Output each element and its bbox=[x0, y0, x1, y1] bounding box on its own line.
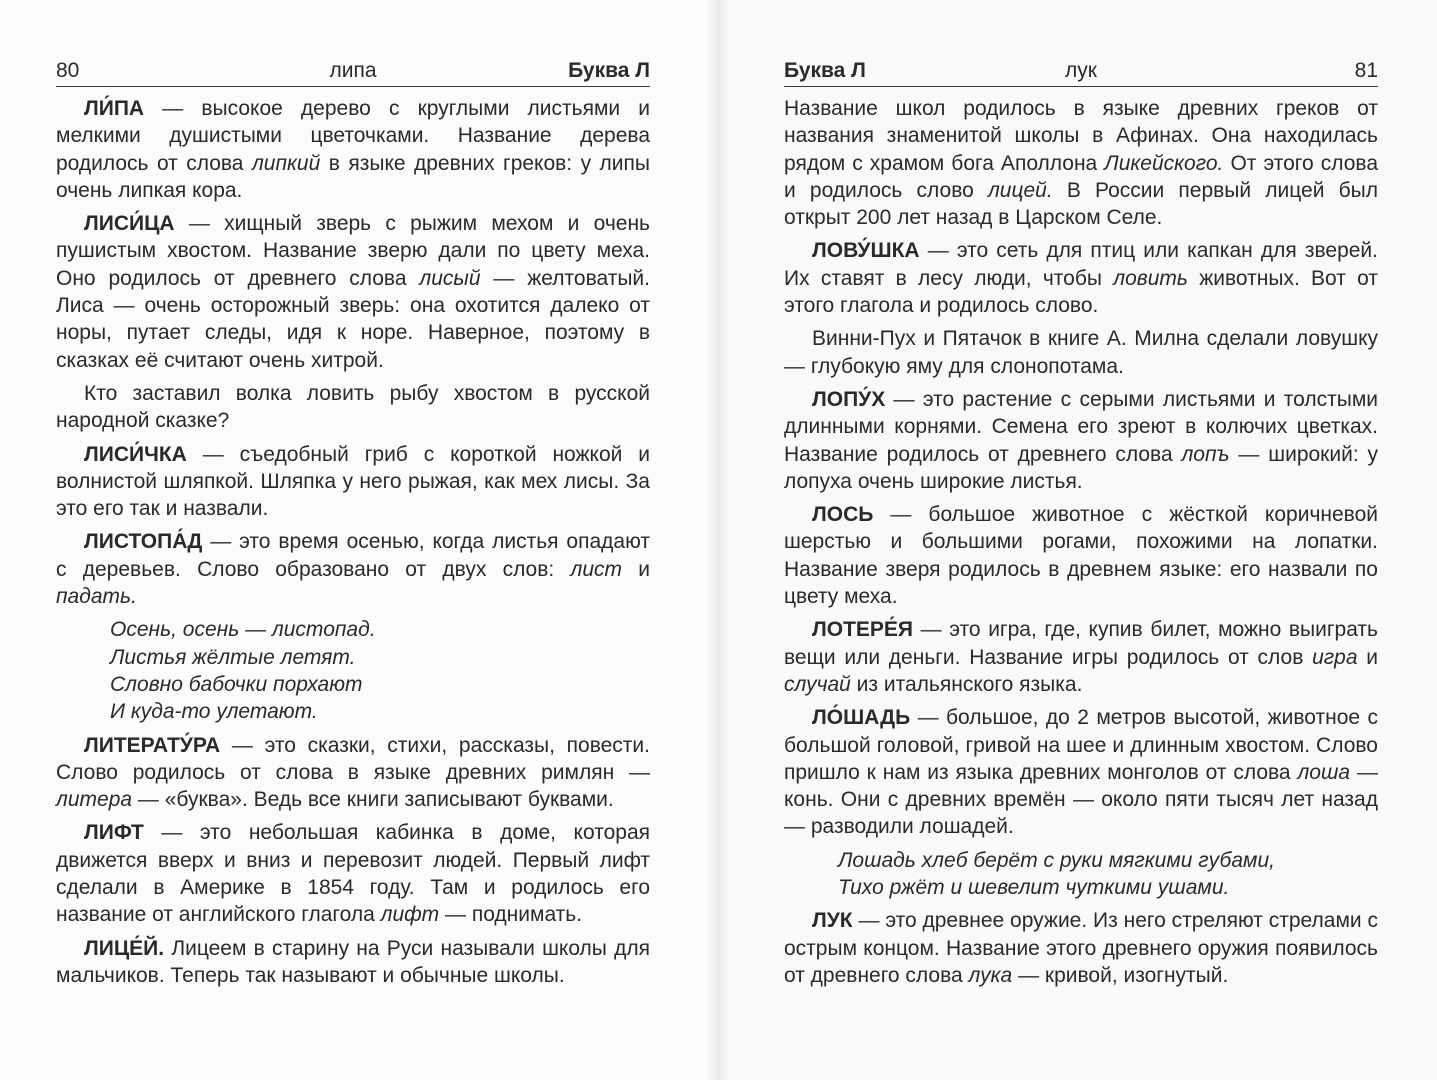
left-page-header bbox=[56, 56, 650, 87]
entry-lipa: ЛИ́ПА — высокое дерево с круглыми листьями и мелкими душистыми цветочками. Название дерева родилось от слова липкий в языке древних греков: у липы очень липкая кора. bbox=[56, 97, 650, 202]
entry-lift: ЛИФТ — это небольшая кабинка в доме, которая движется вверх и вниз и перевозит людей. Первый лифт сделали в Америке в 1854 году. Там и родилось его название от английского глагола лифт — поднимать. bbox=[56, 821, 650, 927]
entry-headword: ЛОТЕРЕ́Я bbox=[812, 618, 914, 642]
entry-headword: ЛИЦЕ́Й. bbox=[84, 936, 165, 960]
poem-line: Лошадь хлеб берёт с руки мягкими губами, bbox=[838, 848, 1275, 872]
entry-headword: ЛИ́ПА bbox=[84, 97, 145, 120]
entry-headword: ЛИФТ bbox=[84, 821, 144, 845]
right-column bbox=[784, 56, 1378, 995]
entry-litsey-continued: Название школ родилось в языке древних греков от названия знаменитой школы в Афинах. Она находилась рядом с храмом бога Аполлона Ликейского. От этого слова и родилось слово лицей. В России первый лицей был открыт 200 лет назад в Царском Селе. bbox=[784, 97, 1378, 230]
entry-loshad: ЛО́ШАДЬ — большое, до 2 метров высотой, животное с большой головой, гривой на шее и длинным хвостом. Слово пришло к нам из языка древних монголов от слова лоша — конь. Они с древних времён — около пяти тысяч лет назад — разводили лошадей. bbox=[784, 706, 1378, 839]
entry-los: ЛОСЬ — большое животное с жёсткой коричневой шерстью и большими рогами, похожими на лопатки. Название зверя родилось в древнем языке: его назвали по цвету меха. bbox=[784, 503, 1378, 609]
page-number: 80 bbox=[56, 59, 80, 82]
poem-line: Осень, осень — листопад. bbox=[110, 618, 376, 642]
left-page bbox=[0, 0, 718, 1080]
entry-lisitsa: ЛИСИ́ЦА — хищный зверь с рыжим мехом и очень пушистым хвостом. Название зверю дали по цвету меха. Оно родилось от древнего слова лисый — желтоватый. Лиса — очень осторожный зверь: она охотится далеко от норы, путает следы, идя к норе. Наверное, поэтому в сказках её считают очень хитрой. bbox=[56, 212, 650, 372]
poem-line: Тихо ржёт и шевелит чуткими ушами. bbox=[838, 876, 1230, 900]
poem-line: И куда-то улетают. bbox=[110, 700, 318, 724]
entry-headword: ЛУК bbox=[812, 909, 853, 933]
book-gutter bbox=[706, 0, 730, 1080]
entry-lopukh: ЛОПУ́Х — это растение с серыми листьями и толстыми длинными корнями. Семена его зреют в колючих цветках. Название родилось от древнего слова лопъ — широкий: у лопуха очень широкие листья. bbox=[784, 387, 1378, 493]
running-head: лук bbox=[1065, 59, 1097, 82]
entry-litsey: ЛИЦЕ́Й. Лицеем в старину на Руси называли школы для мальчиков. Теперь так называют и обычные школы. bbox=[56, 936, 650, 987]
entry-loterea: ЛОТЕРЕ́Я — это игра, где, купив билет, можно выиграть вещи или деньги. Название игры родилось от слов игра и случай из итальянского языка. bbox=[784, 618, 1378, 696]
entry-headword: ЛОПУ́Х bbox=[812, 387, 886, 411]
entry-literatura: ЛИТЕРАТУ́РА — это сказки, стихи, рассказы, повести. Слово родилось от слова в языке древних римлян — литера — «буква». Ведь все книги записывают буквами. bbox=[56, 733, 650, 812]
entry-headword: ЛИСИ́ЧКА bbox=[84, 442, 187, 466]
entry-lisichka: ЛИСИ́ЧКА — съедобный гриб с короткой ножкой и волнистой шляпкой. Шляпка у него рыжая, как мех лисы. За это его так и назвали. bbox=[56, 442, 650, 521]
section-title: Буква Л bbox=[568, 59, 650, 82]
right-page-header bbox=[784, 56, 1378, 87]
entry-headword: ЛИСИ́ЦА bbox=[84, 212, 175, 236]
poem-line: Словно бабочки порхают bbox=[110, 672, 363, 696]
entry-headword: ЛИТЕРАТУ́РА bbox=[84, 733, 221, 757]
entry-listopad: ЛИСТОПА́Д — это время осенью, когда листья опадают с деревьев. Слово образовано от двух слов: лист и падать. bbox=[56, 530, 650, 609]
entry-headword: ЛИСТОПА́Д bbox=[84, 530, 203, 554]
running-head: липа bbox=[329, 59, 377, 82]
lovushka-extra: Винни-Пух и Пятачок в книге А. Милна сделали ловушку — глубокую яму для слонопотама. bbox=[784, 327, 1378, 378]
section-title: Буква Л bbox=[784, 59, 866, 82]
poem-loshad bbox=[838, 847, 1378, 902]
poem-listopad bbox=[110, 616, 650, 725]
entry-headword: ЛОСЬ bbox=[812, 503, 874, 527]
entry-lovushka: ЛОВУ́ШКА — это сеть для птиц или капкан для зверей. Их ставят в лесу люди, чтобы ловить животных. Вот от этого глагола и родилось слово. bbox=[784, 239, 1378, 318]
entry-luk: ЛУК — это древнее оружие. Из него стреляют стрелами с острым концом. Название этого древнего оружия появилось от древнего слова лука — кривой, изогнутый. bbox=[784, 909, 1378, 987]
page-number: 81 bbox=[1354, 59, 1378, 82]
entry-headword: ЛО́ШАДЬ bbox=[812, 706, 911, 730]
left-column bbox=[56, 56, 650, 995]
lisitsa-question: Кто заставил волка ловить рыбу хвостом в русской народной сказке? bbox=[56, 381, 650, 433]
right-page bbox=[718, 0, 1437, 1080]
entry-headword: ЛОВУ́ШКА bbox=[812, 239, 920, 263]
poem-line: Листья жёлтые летят. bbox=[110, 645, 356, 669]
